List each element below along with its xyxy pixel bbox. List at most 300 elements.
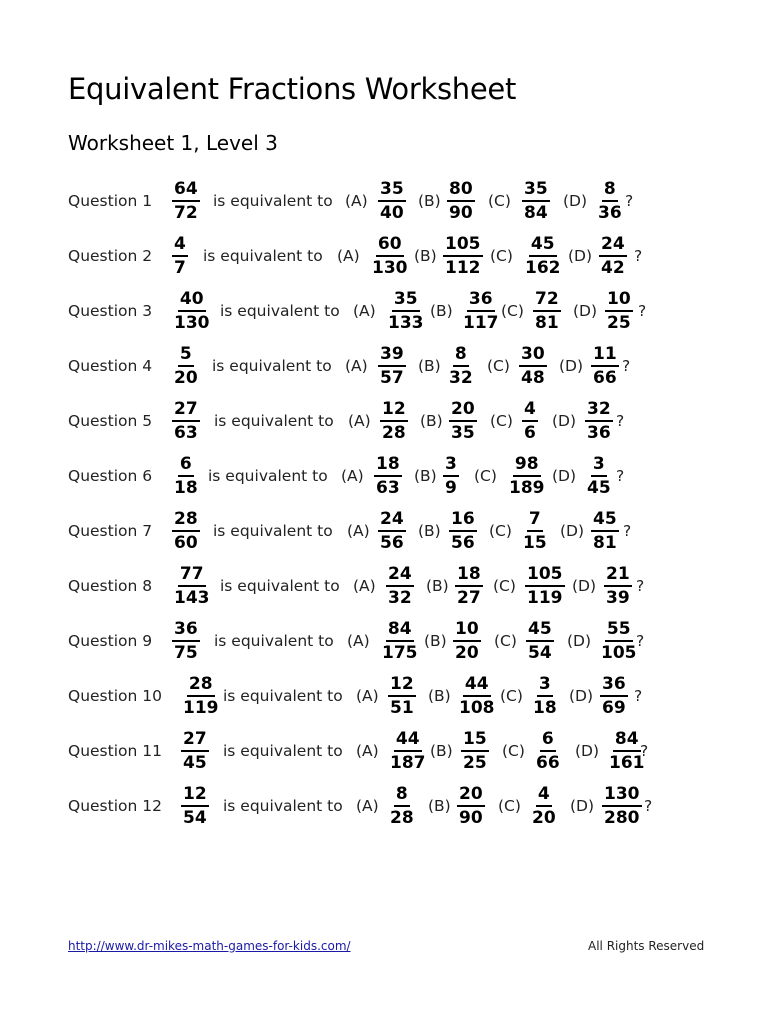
option-fraction-wrap [378, 343, 406, 389]
question-row [0, 288, 768, 334]
option-fraction-wrap [507, 453, 547, 499]
option-fraction [605, 289, 633, 333]
option-letter: (A) [341, 467, 364, 485]
option-fraction-wrap [447, 343, 475, 389]
question-row [0, 673, 768, 719]
option-letter: (A) [345, 357, 368, 375]
option-fraction [449, 509, 477, 553]
option-fraction-wrap [526, 618, 554, 664]
option-letter: (B) [414, 247, 437, 265]
denominator: 105 [601, 643, 637, 663]
question-fraction [172, 344, 200, 388]
question-mark: ? [636, 632, 645, 650]
option-fraction-wrap [461, 728, 489, 774]
option-fraction [449, 399, 477, 443]
option-fraction-wrap [591, 508, 619, 554]
numerator: 98 [513, 454, 541, 477]
option-letter: (D) [552, 412, 577, 430]
website-link[interactable]: http://www.dr-mikes-math-games-for-kids.com/ [68, 939, 351, 953]
option-fraction-wrap [449, 398, 477, 444]
option-letter: (B) [418, 192, 441, 210]
denominator: 81 [593, 533, 617, 553]
option-fraction [447, 344, 475, 388]
denominator: 40 [380, 203, 404, 223]
option-fraction-wrap [522, 398, 538, 444]
denominator: 60 [174, 533, 198, 553]
numerator: 24 [599, 234, 627, 257]
question-fraction [181, 729, 209, 773]
numerator: 84 [613, 729, 641, 752]
option-fraction-wrap [519, 343, 547, 389]
denominator: 161 [609, 753, 645, 773]
numerator: 21 [604, 564, 632, 587]
question-row [0, 233, 768, 279]
option-letter: (C) [488, 192, 511, 210]
denominator: 108 [459, 698, 495, 718]
option-fraction [380, 619, 420, 663]
option-letter: (B) [418, 522, 441, 540]
option-fraction [526, 619, 554, 663]
question-fraction-wrap [172, 178, 200, 224]
question-row [0, 618, 768, 664]
equivalence-phrase: is equivalent to [212, 357, 332, 375]
numerator: 11 [591, 344, 619, 367]
question-row [0, 343, 768, 389]
option-fraction [461, 289, 501, 333]
question-fraction [172, 179, 200, 223]
numerator: 27 [181, 729, 209, 752]
numerator: 72 [533, 289, 561, 312]
denominator: 112 [445, 258, 481, 278]
option-letter: (D) [567, 632, 592, 650]
numerator: 28 [172, 509, 200, 532]
option-fraction-wrap [386, 288, 426, 334]
option-fraction-wrap [457, 783, 485, 829]
option-letter: (C) [500, 687, 523, 705]
option-fraction-wrap [388, 673, 416, 719]
option-letter: (A) [348, 412, 371, 430]
numerator: 77 [178, 564, 206, 587]
question-label: Question 1 [68, 192, 153, 210]
option-fraction-wrap [591, 343, 619, 389]
question-label: Question 12 [68, 797, 162, 815]
question-label: Question 6 [68, 467, 153, 485]
numerator: 8 [394, 784, 410, 807]
numerator: 6 [178, 454, 194, 477]
numerator: 4 [522, 399, 538, 422]
denominator: 45 [183, 753, 207, 773]
option-fraction [443, 454, 459, 498]
denominator: 189 [509, 478, 545, 498]
option-fraction [386, 564, 414, 608]
denominator: 66 [536, 753, 560, 773]
question-mark: ? [623, 522, 632, 540]
question-mark: ? [634, 247, 643, 265]
rights-notice: All Rights Reserved [588, 939, 705, 953]
denominator: 36 [598, 203, 622, 223]
denominator: 130 [372, 258, 408, 278]
option-fraction [522, 179, 550, 223]
option-fraction-wrap [386, 563, 414, 609]
denominator: 28 [382, 423, 406, 443]
option-fraction-wrap [380, 618, 420, 664]
question-fraction [181, 674, 221, 718]
option-letter: (C) [502, 742, 525, 760]
option-letter: (C) [487, 357, 510, 375]
option-fraction [523, 234, 563, 278]
denominator: 84 [524, 203, 548, 223]
option-fraction-wrap [585, 398, 613, 444]
question-fraction-wrap [172, 398, 200, 444]
option-letter: (C) [490, 247, 513, 265]
option-letter: (D) [559, 357, 584, 375]
numerator: 80 [447, 179, 475, 202]
option-letter: (C) [493, 577, 516, 595]
denominator: 63 [376, 478, 400, 498]
option-fraction [455, 564, 483, 608]
denominator: 90 [459, 808, 483, 828]
question-row [0, 178, 768, 224]
numerator: 55 [605, 619, 633, 642]
numerator: 35 [378, 179, 406, 202]
denominator: 36 [587, 423, 611, 443]
option-fraction [602, 784, 642, 828]
denominator: 130 [174, 313, 210, 333]
question-mark: ? [622, 357, 631, 375]
question-mark: ? [636, 577, 645, 595]
option-fraction-wrap [443, 233, 483, 279]
numerator: 28 [187, 674, 215, 697]
question-mark: ? [616, 412, 625, 430]
option-fraction [531, 674, 559, 718]
numerator: 84 [386, 619, 414, 642]
option-letter: (A) [353, 302, 376, 320]
option-fraction-wrap [457, 673, 497, 719]
option-fraction-wrap [599, 233, 627, 279]
numerator: 18 [455, 564, 483, 587]
denominator: 72 [174, 203, 198, 223]
numerator: 5 [178, 344, 194, 367]
question-label: Question 4 [68, 357, 153, 375]
numerator: 12 [380, 399, 408, 422]
option-fraction [600, 674, 628, 718]
question-fraction [172, 454, 200, 498]
numerator: 24 [386, 564, 414, 587]
numerator: 45 [591, 509, 619, 532]
worksheet-subtitle: Worksheet 1, Level 3 [68, 131, 278, 155]
option-fraction-wrap [585, 453, 613, 499]
option-fraction-wrap [533, 288, 561, 334]
numerator: 3 [537, 674, 553, 697]
numerator: 45 [529, 234, 557, 257]
option-fraction [604, 564, 632, 608]
denominator: 27 [457, 588, 481, 608]
denominator: 143 [174, 588, 210, 608]
option-fraction-wrap [602, 783, 642, 829]
numerator: 18 [374, 454, 402, 477]
page-title: Equivalent Fractions Worksheet [68, 72, 517, 106]
numerator: 44 [394, 729, 422, 752]
option-letter: (B) [414, 467, 437, 485]
equivalence-phrase: is equivalent to [223, 797, 343, 815]
denominator: 42 [601, 258, 625, 278]
option-fraction [522, 399, 538, 443]
option-fraction [533, 289, 561, 333]
question-row [0, 563, 768, 609]
option-fraction-wrap [378, 508, 406, 554]
question-mark: ? [638, 302, 647, 320]
option-fraction-wrap [447, 178, 475, 224]
question-fraction-wrap [172, 618, 200, 664]
option-letter: (A) [356, 742, 379, 760]
option-letter: (B) [420, 412, 443, 430]
numerator: 24 [378, 509, 406, 532]
option-letter: (D) [570, 797, 595, 815]
option-fraction [370, 234, 410, 278]
numerator: 105 [525, 564, 565, 587]
denominator: 90 [449, 203, 473, 223]
option-letter: (C) [501, 302, 524, 320]
option-letter: (D) [568, 247, 593, 265]
denominator: 175 [382, 643, 418, 663]
option-fraction [378, 344, 406, 388]
equivalence-phrase: is equivalent to [220, 302, 340, 320]
denominator: 6 [524, 423, 536, 443]
numerator: 36 [172, 619, 200, 642]
option-fraction [374, 454, 402, 498]
question-fraction [172, 399, 200, 443]
option-fraction-wrap [525, 563, 565, 609]
option-letter: (A) [356, 797, 379, 815]
equivalence-phrase: is equivalent to [214, 632, 334, 650]
option-fraction-wrap [388, 783, 416, 829]
option-letter: (D) [569, 687, 594, 705]
question-fraction-wrap [172, 453, 200, 499]
numerator: 64 [172, 179, 200, 202]
equivalence-phrase: is equivalent to [208, 467, 328, 485]
option-letter: (B) [430, 742, 453, 760]
question-row [0, 398, 768, 444]
question-fraction-wrap [172, 508, 200, 554]
option-letter: (B) [428, 797, 451, 815]
denominator: 81 [535, 313, 559, 333]
denominator: 187 [390, 753, 426, 773]
numerator: 4 [536, 784, 552, 807]
option-fraction-wrap [378, 178, 406, 224]
option-fraction [507, 454, 547, 498]
option-fraction-wrap [522, 178, 550, 224]
question-row [0, 728, 768, 774]
option-fraction [585, 454, 613, 498]
option-fraction [461, 729, 489, 773]
denominator: 54 [183, 808, 207, 828]
option-letter: (A) [347, 522, 370, 540]
equivalence-phrase: is equivalent to [220, 577, 340, 595]
question-fraction [172, 509, 200, 553]
option-fraction [380, 399, 408, 443]
numerator: 6 [540, 729, 556, 752]
numerator: 45 [526, 619, 554, 642]
option-fraction [530, 784, 558, 828]
option-fraction [457, 784, 485, 828]
numerator: 35 [392, 289, 420, 312]
question-fraction [172, 619, 200, 663]
numerator: 12 [388, 674, 416, 697]
option-letter: (A) [337, 247, 360, 265]
option-fraction-wrap [380, 398, 408, 444]
numerator: 30 [519, 344, 547, 367]
question-fraction-wrap [181, 783, 209, 829]
denominator: 56 [451, 533, 475, 553]
numerator: 8 [602, 179, 618, 202]
option-fraction [521, 509, 549, 553]
question-label: Question 10 [68, 687, 162, 705]
question-fraction [172, 289, 212, 333]
equivalence-phrase: is equivalent to [223, 687, 343, 705]
denominator: 57 [380, 368, 404, 388]
option-fraction [519, 344, 547, 388]
question-fraction-wrap [172, 288, 212, 334]
denominator: 56 [380, 533, 404, 553]
denominator: 20 [455, 643, 479, 663]
option-fraction-wrap [599, 618, 639, 664]
option-letter: (C) [494, 632, 517, 650]
question-fraction-wrap [172, 343, 200, 389]
option-letter: (C) [498, 797, 521, 815]
option-fraction [386, 289, 426, 333]
option-letter: (D) [552, 467, 577, 485]
option-fraction [388, 674, 416, 718]
question-mark: ? [634, 687, 643, 705]
option-fraction-wrap [604, 563, 632, 609]
question-row [0, 508, 768, 554]
question-fraction [172, 234, 188, 278]
numerator: 3 [591, 454, 607, 477]
option-fraction-wrap [370, 233, 410, 279]
option-fraction-wrap [388, 728, 428, 774]
denominator: 119 [527, 588, 563, 608]
denominator: 119 [183, 698, 219, 718]
option-fraction-wrap [374, 453, 402, 499]
numerator: 39 [378, 344, 406, 367]
denominator: 75 [174, 643, 198, 663]
option-letter: (B) [428, 687, 451, 705]
denominator: 18 [174, 478, 198, 498]
denominator: 66 [593, 368, 617, 388]
option-letter: (B) [426, 577, 449, 595]
option-fraction [447, 179, 475, 223]
option-letter: (D) [563, 192, 588, 210]
denominator: 20 [174, 368, 198, 388]
option-letter: (D) [575, 742, 600, 760]
option-fraction [388, 729, 428, 773]
denominator: 133 [388, 313, 424, 333]
numerator: 12 [181, 784, 209, 807]
numerator: 36 [600, 674, 628, 697]
denominator: 20 [532, 808, 556, 828]
question-label: Question 9 [68, 632, 153, 650]
option-fraction-wrap [531, 673, 559, 719]
denominator: 25 [463, 753, 487, 773]
option-letter: (D) [572, 577, 597, 595]
option-fraction [591, 509, 619, 553]
question-fraction-wrap [181, 728, 209, 774]
denominator: 25 [607, 313, 631, 333]
denominator: 117 [463, 313, 499, 333]
numerator: 105 [443, 234, 483, 257]
numerator: 32 [585, 399, 613, 422]
denominator: 63 [174, 423, 198, 443]
option-fraction [443, 234, 483, 278]
question-fraction-wrap [172, 563, 212, 609]
question-row [0, 783, 768, 829]
option-fraction [457, 674, 497, 718]
equivalence-phrase: is equivalent to [203, 247, 323, 265]
option-letter: (A) [353, 577, 376, 595]
denominator: 15 [523, 533, 547, 553]
question-label: Question 3 [68, 302, 153, 320]
option-fraction [599, 619, 639, 663]
option-letter: (C) [474, 467, 497, 485]
question-fraction [172, 564, 212, 608]
denominator: 69 [602, 698, 626, 718]
denominator: 32 [449, 368, 473, 388]
numerator: 15 [461, 729, 489, 752]
option-letter: (B) [418, 357, 441, 375]
denominator: 54 [528, 643, 552, 663]
denominator: 45 [587, 478, 611, 498]
option-fraction-wrap [521, 508, 549, 554]
option-fraction [591, 344, 619, 388]
numerator: 7 [527, 509, 543, 532]
question-label: Question 2 [68, 247, 153, 265]
option-fraction-wrap [443, 453, 459, 499]
denominator: 35 [451, 423, 475, 443]
denominator: 48 [521, 368, 545, 388]
numerator: 4 [172, 234, 188, 257]
option-fraction-wrap [600, 673, 628, 719]
numerator: 20 [449, 399, 477, 422]
option-fraction [453, 619, 481, 663]
denominator: 51 [390, 698, 414, 718]
denominator: 162 [525, 258, 561, 278]
denominator: 7 [174, 258, 186, 278]
denominator: 28 [390, 808, 414, 828]
question-row [0, 453, 768, 499]
option-fraction-wrap [455, 563, 483, 609]
option-fraction [525, 564, 565, 608]
denominator: 9 [445, 478, 457, 498]
numerator: 130 [602, 784, 642, 807]
option-letter: (A) [347, 632, 370, 650]
numerator: 44 [463, 674, 491, 697]
option-letter: (C) [490, 412, 513, 430]
numerator: 36 [467, 289, 495, 312]
equivalence-phrase: is equivalent to [213, 192, 333, 210]
equivalence-phrase: is equivalent to [213, 522, 333, 540]
numerator: 10 [605, 289, 633, 312]
option-letter: (D) [573, 302, 598, 320]
numerator: 10 [453, 619, 481, 642]
numerator: 60 [376, 234, 404, 257]
question-label: Question 11 [68, 742, 162, 760]
option-fraction [585, 399, 613, 443]
option-fraction [388, 784, 416, 828]
equivalence-phrase: is equivalent to [223, 742, 343, 760]
question-fraction-wrap [181, 673, 221, 719]
option-fraction-wrap [449, 508, 477, 554]
option-fraction-wrap [534, 728, 562, 774]
